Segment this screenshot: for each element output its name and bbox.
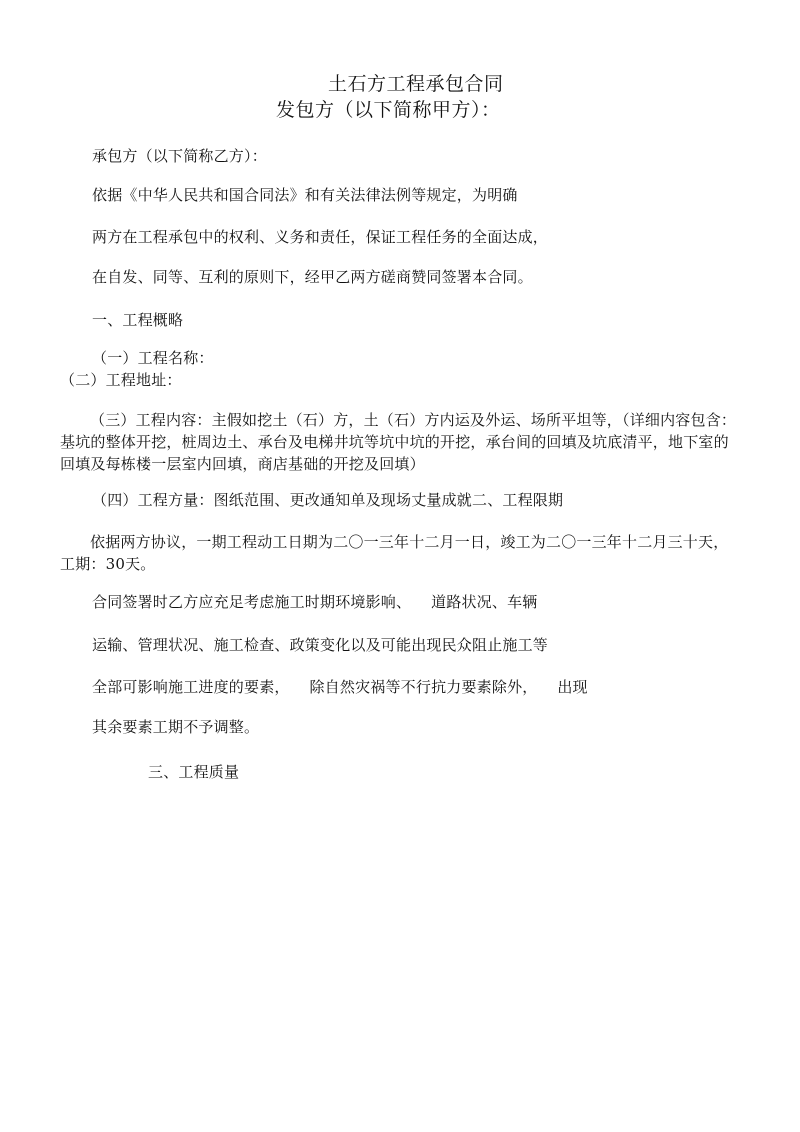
intro-paragraph-line-3: 在自发、同等、互利的原则下，经甲乙两方磋商赞同签署本合同。 — [92, 268, 533, 286]
document-title: 土石方工程承包合同 — [328, 73, 504, 95]
project-address-item: （二）工程地址： — [60, 371, 182, 389]
clause-line-1: 合同签署时乙方应充足考虑施工时期环境影响、 道路状况、车辆 — [92, 593, 538, 611]
project-quantity-item: （四）工程方量：图纸范围、更改通知单及现场丈量成就二、工程限期 — [92, 491, 564, 509]
clause-line-3: 全部可影响施工进度的要素， 除自然灾祸等不行抗力要素除外， 出现 — [92, 678, 588, 696]
clause-line-2: 运输、管理状况、施工检查、政策变化以及可能出现民众阻止施工等 — [92, 636, 549, 654]
section-heading-quality: 三、工程质量 — [148, 763, 240, 781]
section-heading-overview: 一、工程概略 — [92, 311, 184, 329]
project-content-paragraph: （三）工程内容：主假如挖土（石）方，土（石）方内运及外运、场所平坦等，（详细内容包含：基坑的整体开挖，桩周边土、承台及电梯井坑等坑中坑的开挖，承台间的回填及坑底清平，地下室的回填及每栋楼一层室内回填，商店基础的开挖及回填） — [60, 411, 737, 473]
schedule-paragraph: 依据两方协议，一期工程动工日期为二〇一三年十二月一日，竣工为二〇一三年十二月三十天，工期：30天。 — [60, 533, 729, 573]
project-name-item: （一）工程名称： — [92, 349, 214, 367]
intro-paragraph-line-1: 依据《中华人民共和国合同法》和有关法律法例等规定，为明确 — [92, 186, 518, 204]
clause-line-4: 其余要素工期不予调整。 — [92, 718, 260, 736]
contractor-line: 承包方（以下简称乙方）： — [92, 147, 267, 165]
employer-line: 发包方（以下简称甲方）： — [276, 99, 501, 121]
intro-paragraph-line-2: 两方在工程承包中的权利、义务和责任，保证工程任务的全面达成， — [92, 228, 549, 246]
